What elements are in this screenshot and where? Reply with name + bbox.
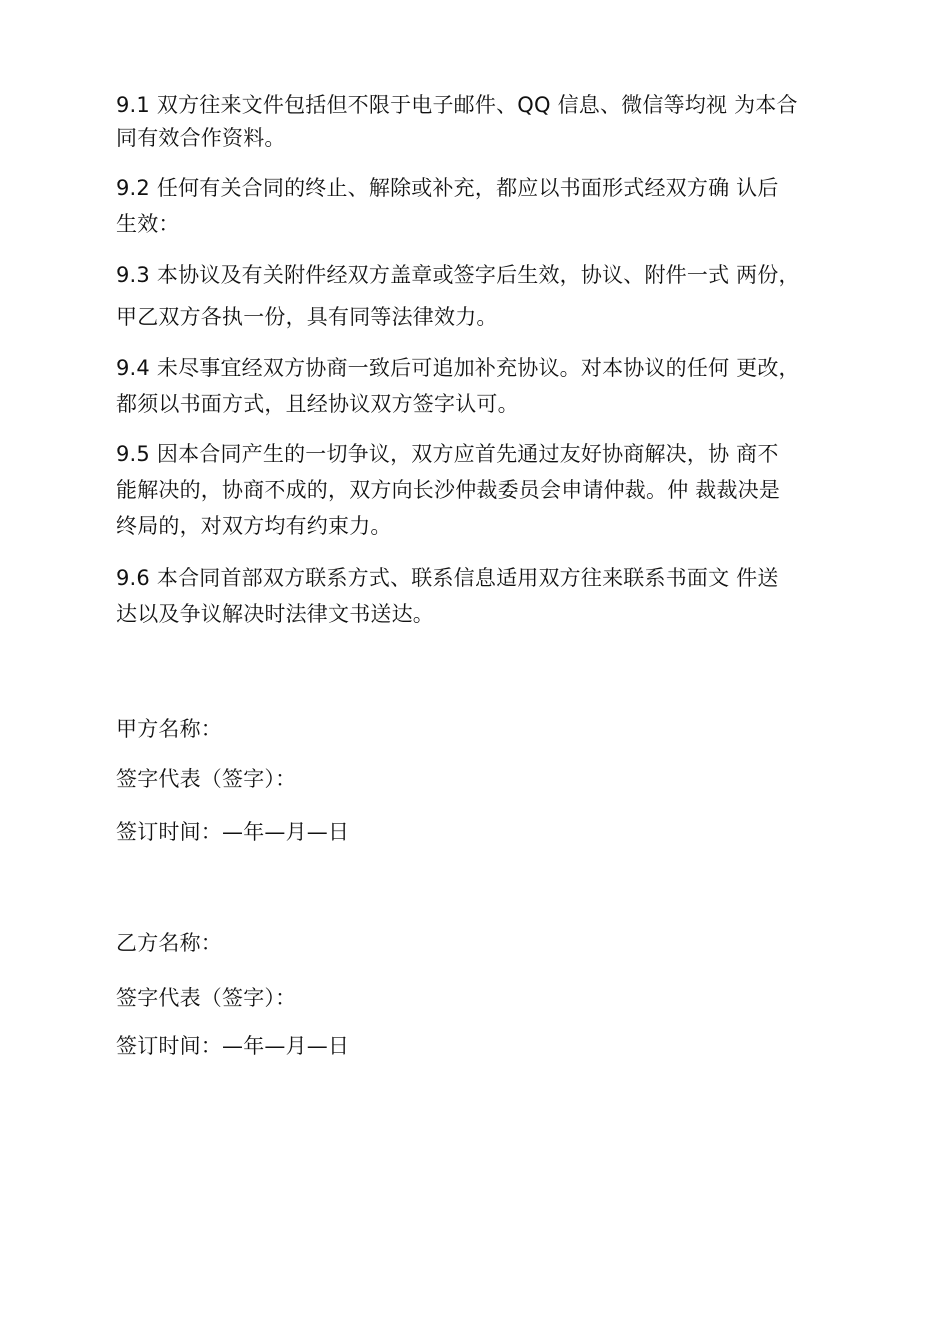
clause-9-3-line-2: 甲乙双方各执一份，具有同等法律效力。 (116, 305, 498, 329)
clause-9-5-line-2: 能解决的，协商不成的，双方向长沙仲裁委员会申请仲裁。仲 裁裁决是 (116, 478, 781, 502)
clause-9-4-line-2: 都须以书面方式，且经协议双方签字认可。 (116, 392, 519, 416)
clause-9-5-line-3: 终局的，对双方均有约束力。 (116, 514, 392, 538)
party-b-rep-label: 签字代表（签字）： (116, 986, 297, 1010)
party-b-name-label: 乙方名称： (116, 931, 222, 955)
clause-9-1-line-1: 9.1 双方往来文件包括但不限于电子邮件、QQ 信息、微信等均视 为本合 (116, 93, 798, 117)
clause-9-6-line-1: 9.6 本合同首部双方联系方式、联系信息适用双方往来联系书面文 件送 (116, 566, 779, 590)
clause-9-4-line-1: 9.4 未尽事宜经双方协商一致后可追加补充协议。对本协议的任何 更改， (116, 356, 800, 380)
party-a-date-label: 签订时间：—年—月—日 (116, 820, 350, 844)
party-a-name-label: 甲方名称： (116, 717, 222, 741)
party-b-date-label: 签订时间：—年—月—日 (116, 1034, 350, 1058)
party-a-rep-label: 签字代表（签字）： (116, 767, 297, 791)
clause-9-6-line-2: 达以及争议解决时法律文书送达。 (116, 602, 434, 626)
clause-9-2-line-1: 9.2 任何有关合同的终止、解除或补充，都应以书面形式经双方确 认后 (116, 176, 779, 200)
clause-9-5-line-1: 9.5 因本合同产生的一切争议，双方应首先通过友好协商解决，协 商不 (116, 442, 779, 466)
clause-9-2-line-2: 生效： (116, 212, 180, 236)
clause-9-3-line-1: 9.3 本协议及有关附件经双方盖章或签字后生效，协议、附件一式 两份， (116, 263, 800, 287)
clause-9-1-line-2: 同有效合作资料。 (116, 126, 286, 150)
